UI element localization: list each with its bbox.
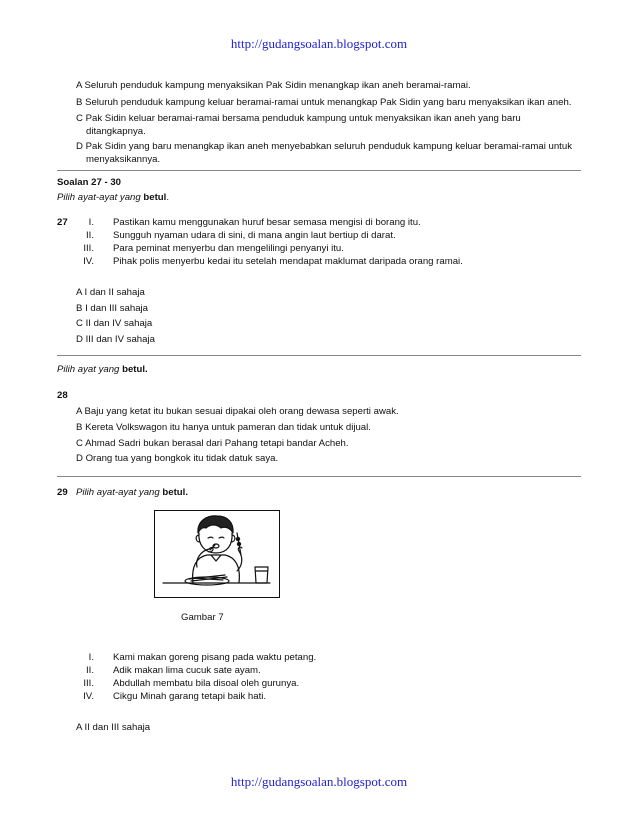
prev-option-b: B Seluruh penduduk kampung keluar beramai-ramai untuk menangkap Pak Sidin yang baru menyaksikan ikan aneh. xyxy=(76,97,572,108)
q28-option-d: D Orang tua yang bongkok itu tidak datuk saya. xyxy=(76,453,279,464)
roman-numeral: IV. xyxy=(83,691,94,702)
section-title: Soalan 27 - 30 xyxy=(57,177,121,188)
q27-statement-1 xyxy=(66,217,421,229)
roman-numeral: III. xyxy=(83,678,94,689)
prev-option-c-cont: ditangkapnya. xyxy=(86,126,146,137)
q29-instruction-bold: betul. xyxy=(162,487,188,498)
q29-instruction xyxy=(76,487,188,499)
statement-text: Abdullah membatu bila disoal oleh gurunya. xyxy=(113,678,300,689)
q29-instruction-italic: Pilih ayat-ayat yang xyxy=(76,487,160,498)
q27-statement-3 xyxy=(66,243,344,255)
q27-statement-4 xyxy=(66,256,463,268)
roman-numeral: II. xyxy=(86,665,94,676)
q28-instruction-bold: betul. xyxy=(122,364,148,375)
statement-text: Pastikan kamu menggunakan huruf besar semasa mengisi di borang itu. xyxy=(113,217,421,228)
q28-option-a: A Baju yang ketat itu bukan sesuai dipakai oleh orang dewasa seperti awak. xyxy=(76,406,399,417)
q27-option-a: A I dan II sahaja xyxy=(76,287,145,298)
q29-option-a: A II dan III sahaja xyxy=(76,722,151,733)
prev-option-d: D Pak Sidin yang baru menangkap ikan aneh menyebabkan seluruh penduduk kampung keluar beramai-ramai untuk xyxy=(76,141,572,152)
divider xyxy=(57,170,581,171)
q29-statement-3 xyxy=(66,678,300,690)
statement-text: Para peminat menyerbu dan mengelilingi penyanyi itu. xyxy=(113,243,344,254)
section-instruction: Pilih ayat-ayat yang betul. xyxy=(57,192,169,203)
roman-numeral: III. xyxy=(83,243,94,254)
statement-text: Adik makan lima cucuk sate ayam. xyxy=(113,665,261,676)
prev-option-a: A Seluruh penduduk kampung menyaksikan Pak Sidin menangkap ikan aneh beramai-ramai. xyxy=(76,80,471,91)
footer-url[interactable]: http://gudangsoalan.blogspot.com xyxy=(230,774,408,789)
divider xyxy=(57,476,581,477)
q27-option-c: C II dan IV sahaja xyxy=(76,318,153,329)
q27-statement-2 xyxy=(66,230,396,242)
roman-numeral: I. xyxy=(88,217,94,228)
statement-text: Pihak polis menyerbu kedai itu setelah mendapat maklumat daripada orang ramai. xyxy=(113,256,463,267)
roman-numeral: IV. xyxy=(83,256,94,267)
q28-option-b: B Kereta Volkswagon itu hanya untuk pameran dan tidak untuk dijual. xyxy=(76,422,371,433)
roman-numeral: II. xyxy=(86,230,94,241)
prev-option-c: C Pak Sidin keluar beramai-ramai bersama penduduk kampung untuk menyaksikan ikan aneh yang baru xyxy=(76,113,521,124)
section-instruction-italic: Pilih ayat-ayat yang xyxy=(57,192,141,203)
q27-option-b: B I dan III sahaja xyxy=(76,303,148,314)
q29-statement-1 xyxy=(66,652,317,664)
roman-numeral: I. xyxy=(88,652,94,663)
q27-option-d: D III dan IV sahaja xyxy=(76,334,155,345)
statement-text: Cikgu Minah garang tetapi baik hati. xyxy=(113,691,267,702)
q29-statement-4 xyxy=(66,691,267,703)
figure-caption: Gambar 7 xyxy=(181,612,224,623)
divider xyxy=(57,355,581,356)
q29-statement-2 xyxy=(66,665,261,677)
prev-option-d-cont: menyaksikannya. xyxy=(86,154,161,165)
question-number-28: 28 xyxy=(57,390,68,401)
statement-text: Kami makan goreng pisang pada waktu petang. xyxy=(113,652,317,663)
header-url[interactable]: http://gudangsoalan.blogspot.com xyxy=(230,36,408,51)
statement-text: Sungguh nyaman udara di sini, di mana angin laut bertiup di darat. xyxy=(113,230,396,241)
question-number-27: 27 xyxy=(57,217,68,228)
q28-instruction xyxy=(57,364,148,376)
q28-instruction-italic: Pilih ayat yang xyxy=(57,364,120,375)
q28-option-c: C Ahmad Sadri bukan berasal dari Pahang tetapi bandar Acheh. xyxy=(76,438,349,449)
figure-boy-eating xyxy=(154,510,280,598)
question-number-29: 29 xyxy=(57,487,68,498)
section-instruction-bold: betul xyxy=(143,192,167,203)
boy-eating-illustration xyxy=(155,511,278,596)
